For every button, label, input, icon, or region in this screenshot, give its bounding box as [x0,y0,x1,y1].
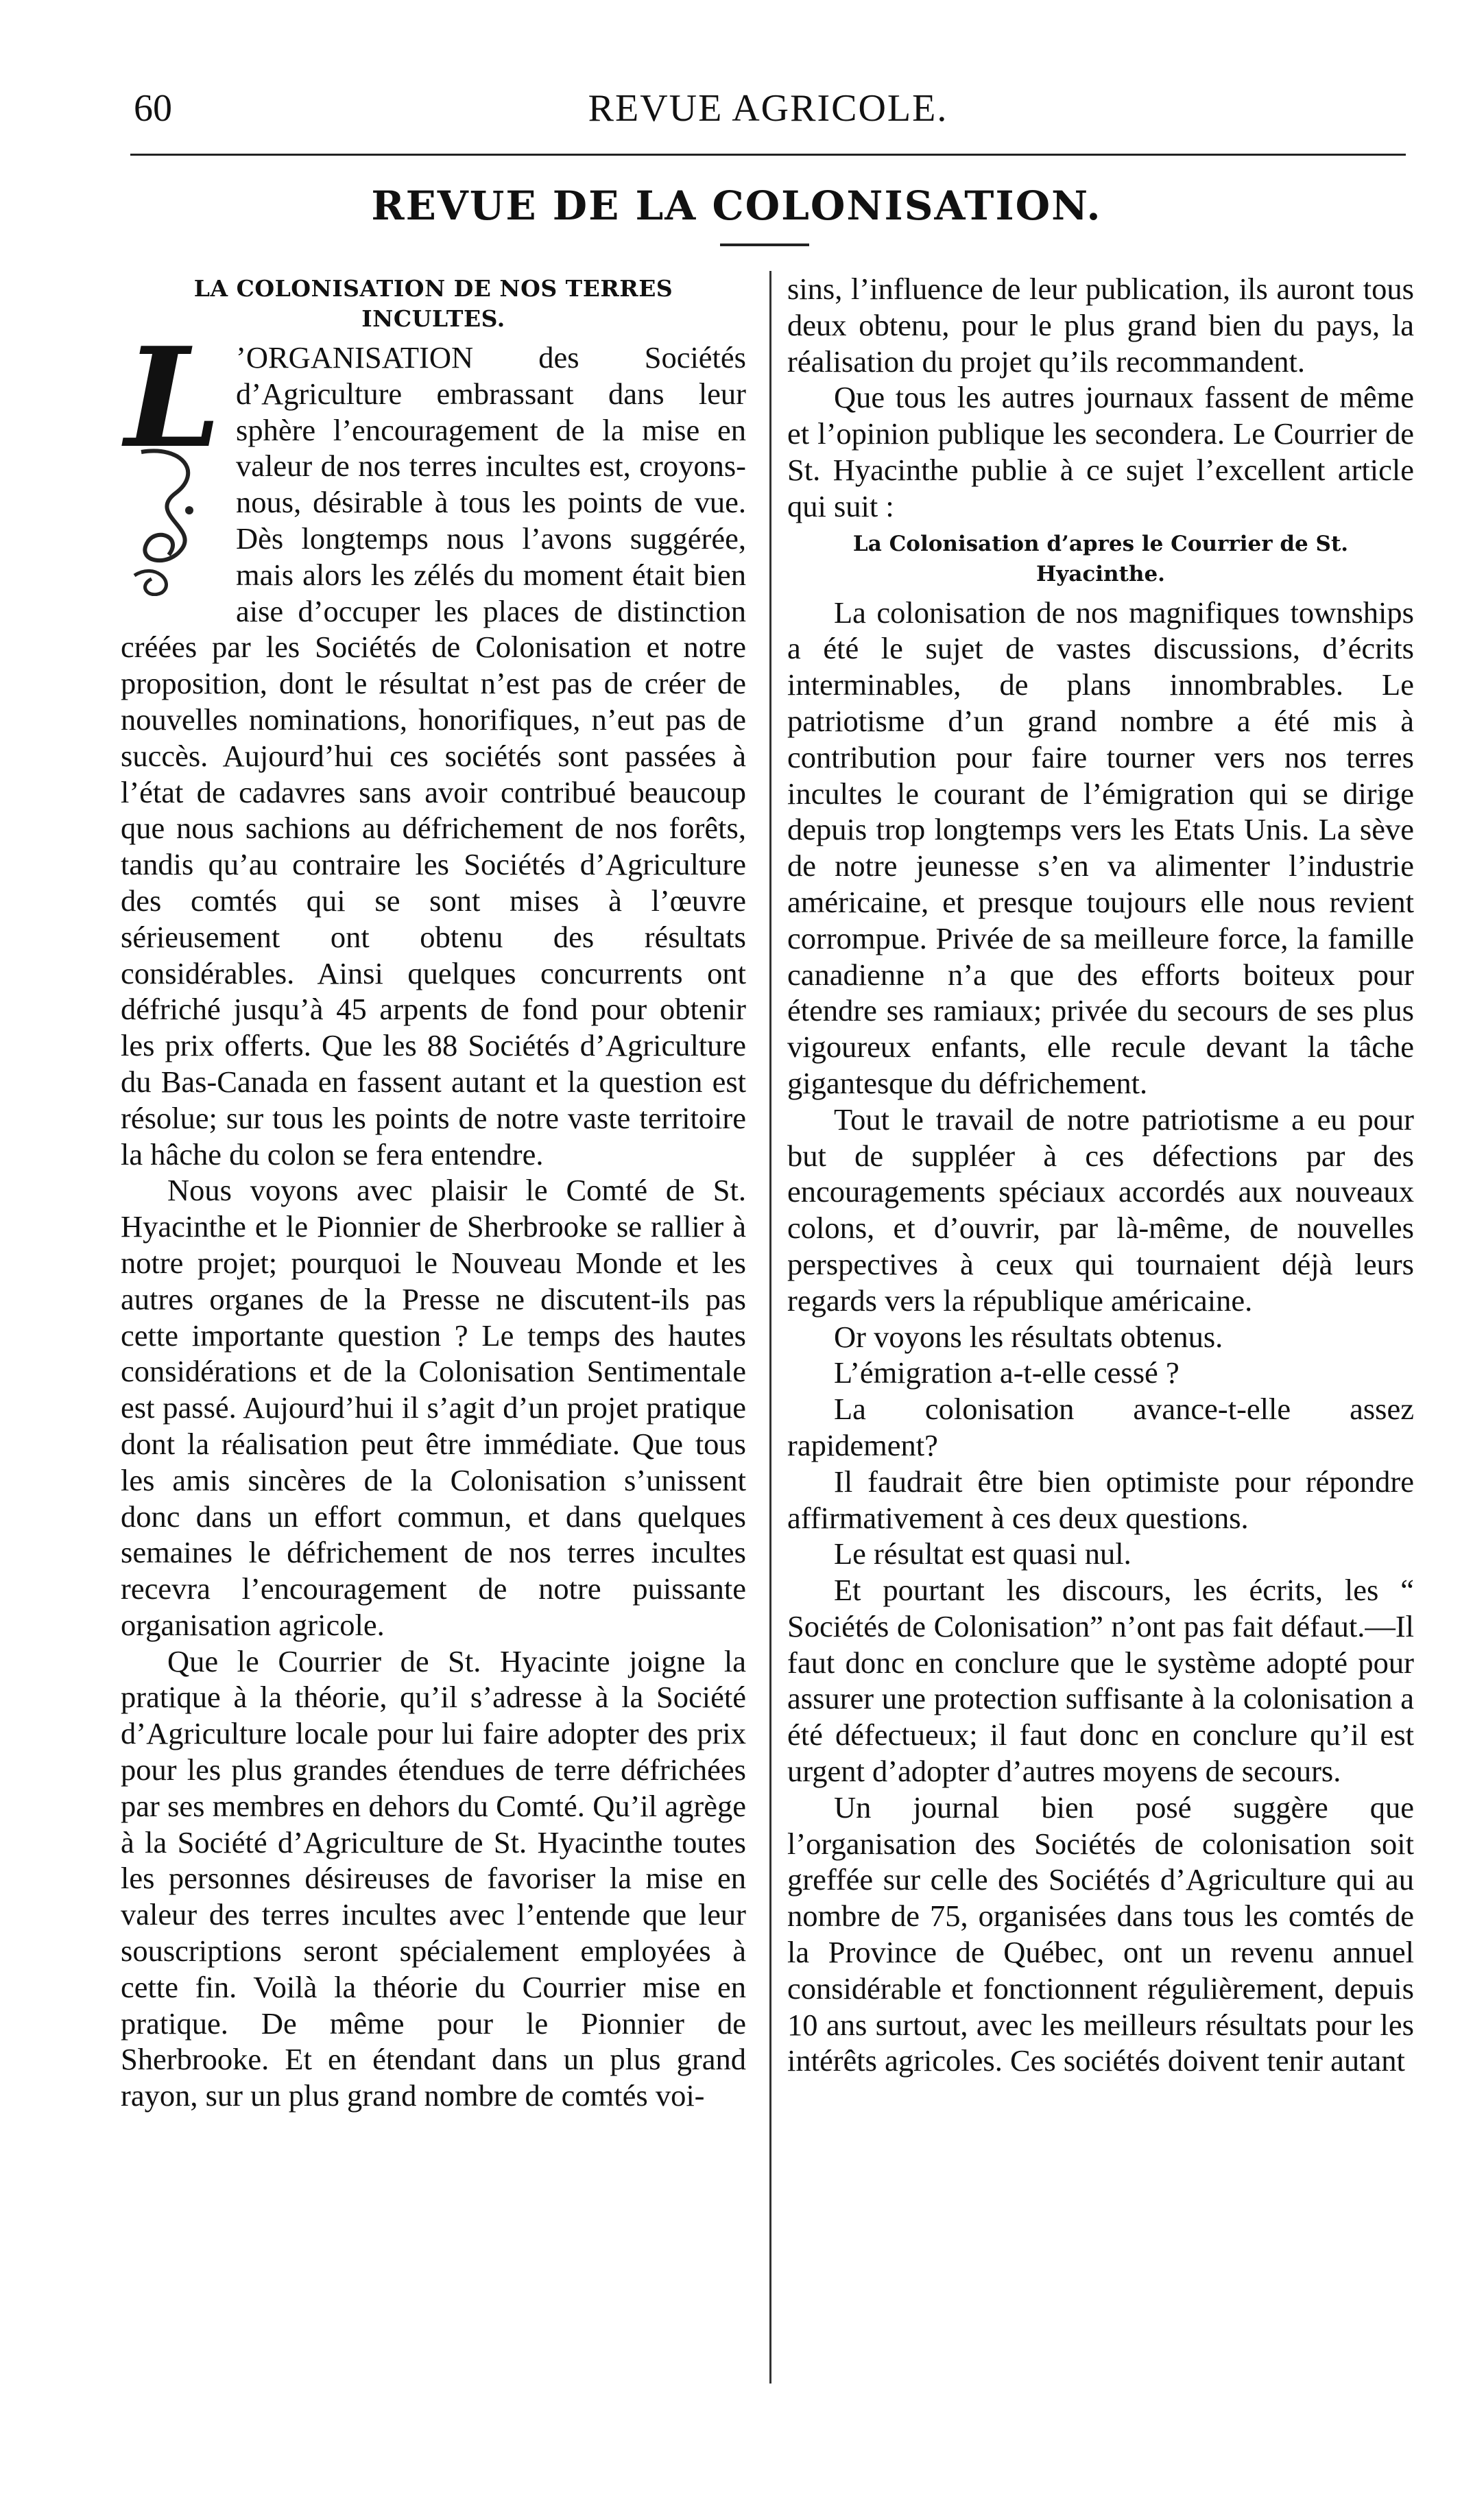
section-title: REVUE DE LA COLONISATION. [371,182,1102,229]
right-paragraph-5: Or voyons les résultats obtenus. [834,1319,1223,1354]
column-divider [769,271,771,2384]
header-rule [130,154,1406,156]
right-paragraph-9: Le résultat est quasi nul. [834,1536,1131,1571]
right-column [787,271,1414,2079]
right-subhead: La Colonisation d’apres le Courrier de St. Hyacinthe. [852,531,1349,586]
right-paragraph-1: sins, l’influence de leur publication, ils auront tous deux obtenu, pour le plus grand bien du pays, la réalisation du projet qu’ils recommandent. [787,272,1414,379]
right-paragraph-4: Tout le travail de notre patriotisme a eu pour but de suppléer à ces défections par des encouragements spéciaux accordés aux nouveaux colons, et d’ouvrir, par là-même, de nouvelles perspectives à ceux qui tournaient déjà leurs regards vers la république américaine. [787,1102,1414,1318]
left-column [121,271,746,2114]
right-paragraph-7: La colonisation avance-t-elle assez rapidement? [787,1392,1414,1462]
left-paragraph-3: Que le Courrier de St. Hyacinte joigne la pratique à la théorie, qu’il s’adresse à la Société d’Agriculture locale pour lui faire adopter des prix pour les plus grandes étendues de terre défrichées par ses membres en dehors du Comté. Qu’il agrège à la Société d’Agriculture de St. Hyacinthe toutes les personnes désireuses de favoriser la mise en valeur des terres incultes avec l’entende que leur souscriptions seront spécialement employées à cette fin. Voilà la théorie du Courrier mise en pratique. De même pour le Pionnier de Sherbrooke. Et en étendant dans un plus grand rayon, sur un plus grand nombre de comtés voi- [121,1643,746,2113]
page-header [130,81,1406,136]
left-paragraph-2: Nous voyons avec plaisir le Comté de St. Hyacinthe et le Pionnier de Sherbrooke se rallier à notre projet; pourquoi le Nouveau Monde et les autres organes de la Presse ne discutent-ils pas cette importante question ? Le temps des hautes considérations et de la Colonisation Sentimentale est passé. Aujourd’hui il s’agit d’un projet pratique dont la réalisation peut être immédiate. Que tous les amis sincères de la Colonisation s’unissent donc dans un effort commun, et dans quelques semaines le défrichement de nos terres incultes recevra l’encouragement de notre puissante organisation agricole. [121,1173,746,1642]
flourish-ornament-icon [121,445,224,596]
right-paragraph-3: La colonisation de nos magnifiques townships a été le sujet de vastes discussions, d’écrits interminables, de plans innombrables. Le patriotisme d’un grand nombre a été mis à contribution pour faire tourner vers nos terres incultes le courant de l’émigration qui se dirige depuis trop longtemps vers les Etats Unis. La sève de notre jeunesse s’en va alimenter l’industrie américaine, et presque toujours elle nous revient corrompue. Privée de sa meilleure force, la famille canadienne n’a que des efforts boiteux pour étendre ses ramiaux; privée du secours de ses plus vigoureux enfants, elle recule devant la tâche gigantesque du défrichement. [787,595,1414,1100]
right-paragraph-10: Et pourtant les discours, les écrits, les “ Sociétés de Colonisation” n’ont pas fait défaut.—Il faut donc en conclure que le système adopté pour assurer une protection suffisante à la colonisation a été défectueux; il faut donc en conclure qu’il est urgent d’adopter d’autres moyens de secours. [787,1573,1414,1789]
dropcap-letter: L [125,318,221,479]
right-paragraph-6: L’émigration a-t-elle cessé ? [834,1355,1179,1390]
running-title: REVUE AGRICOLE. [588,87,948,130]
ornamental-dropcap [121,318,229,603]
page-number: 60 [134,87,172,130]
right-paragraph-8: Il faudrait être bien optimiste pour répondre affirmativement à ces deux questions. [787,1464,1414,1535]
left-paragraph-1: ’ORGANISATION des Sociétés d’Agriculture embrassant dans leur sphère l’encouragement de la mise en valeur de nos terres incultes est, croyons-nous, désirable à tous les points de vue. Dès longtemps nous l’avons suggérée, mais alors les zélés du moment était bien aise d’occuper les places de distinction créées par les Sociétés de Colonisation et notre proposition, dont le résultat n’est pas de créer de nouvelles nominations, honorifiques, n’eut pas de succès. Aujourd’hui ces sociétés sont passées à l’état de cadavres sans avoir contribué beaucoup que nous sachions au défrichement de nos forêts, tandis qu’au contraire les Sociétés d’Agriculture des comtés qui se sont mises à l’œuvre sérieusement ont obtenu des résultats considérables. Ainsi quelques concurrents ont défriché jusqu’à 45 arpents de fond pour obtenir les prix offerts. Que les 88 Sociétés d’Agriculture du Bas-Canada en fassent autant et la question est résolue; sur tous les points de notre vaste territoire la hâche du colon se fera entendre. [121,340,746,1172]
right-paragraph-11: Un journal bien posé suggère que l’organisation des Sociétés de colonisation soit greffée sur celle des Sociétés d’Agriculture qui au nombre de 75, organisées dans tous les comtés de la Province de Québec, ont un revenu annuel considérable et fonctionnent régulièrement, depuis 10 ans surtout, avec les meilleurs résultats pour les intérêts agricoles. Ces sociétés doivent tenir autant [787,1790,1414,2078]
left-subhead: LA COLONISATION DE NOS TERRES INCULTES. [193,275,673,332]
right-paragraph-2: Que tous les autres journaux fassent de même et l’opinion publique les secondera. Le Courrier de St. Hyacinthe publie à ce sujet l’excellent article qui suit : [787,380,1414,523]
title-rule [720,243,809,246]
